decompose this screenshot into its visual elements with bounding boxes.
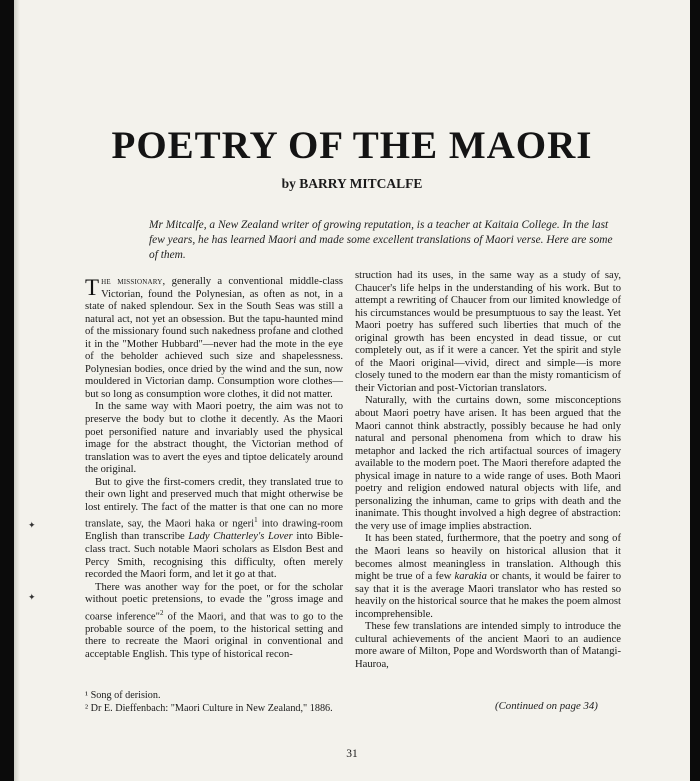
right-paragraph-1: struction had its uses, in the same way as a study of say, Chaucer's life helps in the understanding of his work. But to attempt a rewriting of Chaucer from our limited knowledge of his circumstances would be presumptuous to say the least. Yet Maori poetry has suffered such liberties that much of the original growth has been encysted in dead tissue, or cut completely out, as if it were a cancer. Yet the spirit and style of the Maori original—vivid, direct and simple—is more closely tuned to the modern ear than the misty romanticism of their Victorian and post-Victorian translators.: [355, 270, 621, 394]
margin-mark: ✦: [28, 520, 36, 530]
left-paragraph-3: [85, 477, 343, 582]
left-paragraph-4: [85, 582, 343, 662]
left-paragraph-1: [85, 276, 343, 401]
footnote-2: ² Dr E. Dieffenbach: "Maori Culture in New Zealand," 1886.: [85, 702, 333, 714]
left-paragraph-2: In the same way with Maori poetry, the aim was not to preserve the body but to clothe it decently. As the Maori poet personified nature and invariably used the physical image for the abstract thought, the Victorian method of translation was to avert the eyes and tiptoe delicately around the original.: [85, 401, 343, 476]
footnote-ref-2: 2: [159, 608, 164, 617]
page-number: 31: [346, 748, 358, 760]
book-title-italic: Lady Chatterley's Lover: [188, 531, 293, 543]
continued-note: (Continued on page 34): [495, 700, 598, 712]
left-paragraph-1-text: generally a conventional middle-class Victorian, found the Polynesian, as often as not, in a state of naked splendour. Sex in the South Seas was still a natural act, not yet an obsession. But the tapu-haunted mind of the missionary found such nakedness profane and clothed it in the "Mother Hubbard"—never had the mote in the eye of the beholder achieved such size and shapelessness. Polynesian bodies, once dried by the wind and the sun, now mouldered in Victorian damp. Consumption wore clothes—but so long as consumption wore clothes, it did not matter.: [85, 276, 343, 400]
right-paragraph-3: [355, 533, 621, 621]
left-paragraph-3-text-a: But to give the first-comers credit, they translated true to their own light and preserved much that might otherwise be lost entirely. The fact of the matter is that one can no more translate, say, the Maori haka or ngeri: [85, 476, 343, 530]
article-intro: Mr Mitcalfe, a New Zealand writer of growing reputation, is a teacher at Kaitaia College. In the last few years, he has learned Maori and made some excellent translations of Maori verse. Here are some of them.: [149, 219, 613, 261]
margin-mark: ✦: [28, 592, 36, 602]
footnotes: [85, 690, 343, 715]
right-paragraph-2: Naturally, with the curtains down, some misconceptions about Maori poetry have arisen. It has been argued that the Maori cannot think abstractly, possibly because he had only natural and personal phenomena from which to draw his metaphor and lacked the rich artifactual sources of imagery available to the modern poet. The Maori therefore adapted the physical image in nature to a wide range of uses. Both Maori poetry and religion endowed natural objects with life, and personalizing the inhuman, came to grips with death and the inanimate. This thought involved a high degree of abstraction: the very use of image implies abstraction.: [355, 395, 621, 532]
footnote-ref-1: 1: [254, 516, 258, 525]
page-spine-shadow: [14, 0, 20, 781]
article-byline: by BARRY MITCALFE: [281, 176, 423, 191]
right-paragraph-4: These few translations are intended simply to introduce the cultural achievements of the ancient Maori to an audience more aware of Milton, Pope and Wordsworth than of Matangi-Hauroa,: [355, 621, 621, 670]
right-paragraph-3-text-a: It has been stated, furthermore, that the poetry and song of the Maori leans so heavily on historical allusion that it becomes almost meaningless in translation. Although this might be true of a few: [355, 533, 621, 583]
footnote-1: ¹ Song of derision.: [85, 690, 161, 701]
left-paragraph-3-text-c: into Bible-class tract. Such notable Maori scholars as Elsdon Best and Percy Smith, recognising this difficulty, often merely recorded the Maori form, and let it go at that.: [85, 531, 344, 581]
drop-cap: T: [85, 275, 100, 300]
left-paragraph-4-text-b: of the Maori, and that was to go to the probable source of the poem, to the historical setting and there to recreate the Maori original in conventional and acceptable English. This type of historical recon-: [85, 611, 343, 660]
karakia-italic: karakia: [454, 571, 487, 583]
opening-smallcaps: he missionary,: [101, 276, 166, 287]
magazine-page: [14, 0, 690, 781]
article-title: POETRY OF THE MAORI: [111, 124, 593, 167]
left-paragraph-3-text-b: into drawing-room English than transcribe: [85, 518, 343, 543]
left-paragraph-4-text-a: There was another way for the poet, or for the scholar without poetic pretensions, to evade the "gross image and coarse inference": [85, 581, 343, 623]
left-column: [85, 276, 343, 661]
right-column: [355, 270, 621, 672]
right-paragraph-3-text-b: or chants, it would be fairer to say that it is the average Maori translator who has rested so heavily on the historical source that he makes the poem almost incomprehensible.: [355, 571, 621, 620]
